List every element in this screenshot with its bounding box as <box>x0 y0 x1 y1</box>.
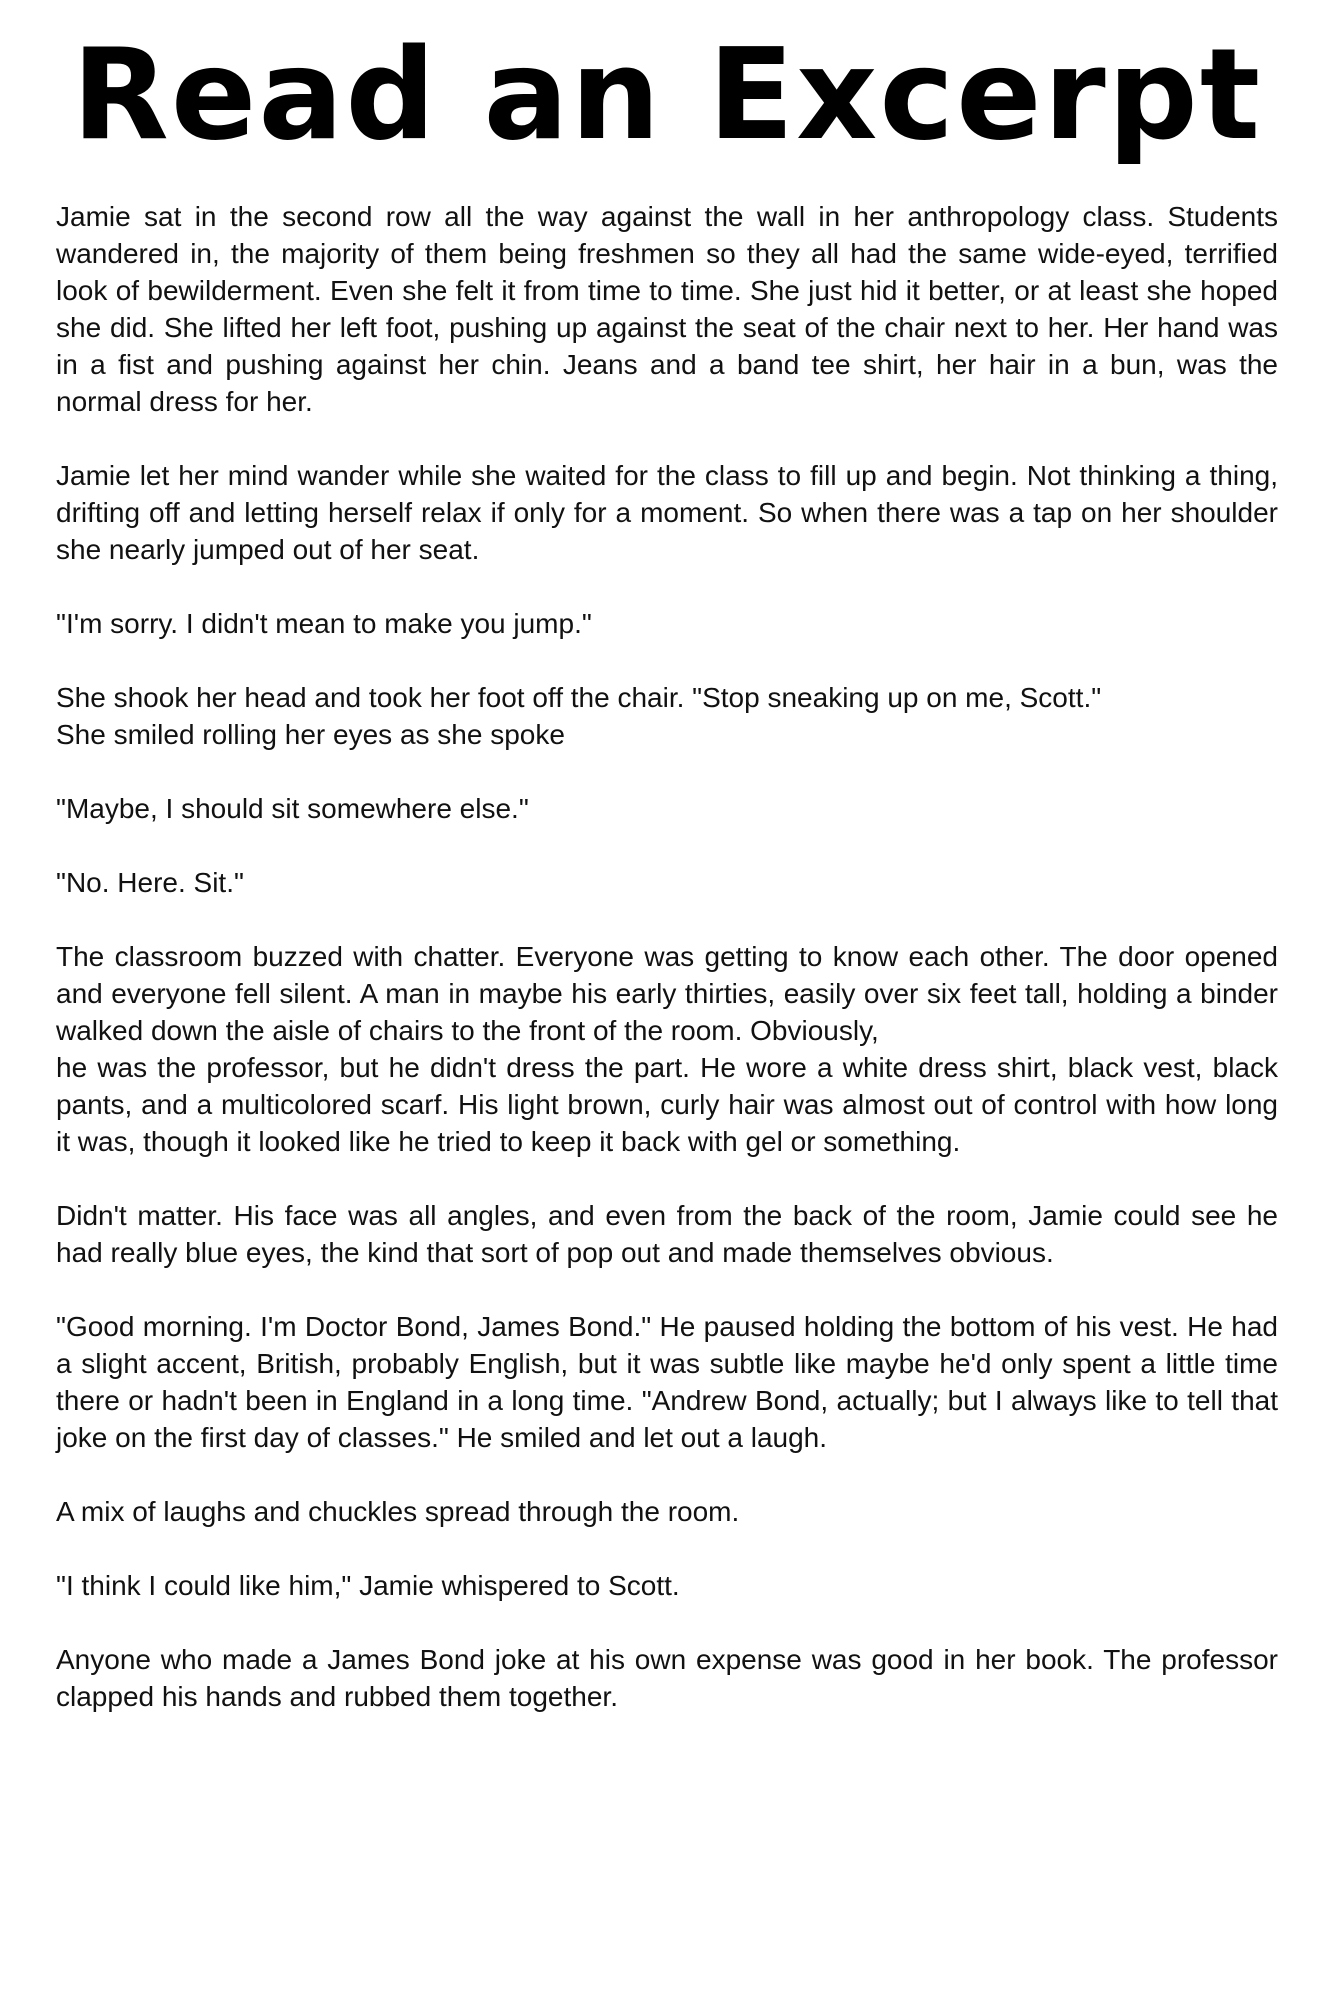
paragraph-10: A mix of laughs and chuckles spread through the room. <box>56 1496 740 1527</box>
paragraph-7: The classroom buzzed with chatter. Everyone was getting to know each other. The door opened and everyone fell silent. A man in maybe his early thirties, easily over six feet tall, holding a binder walked down the aisle of chairs to the front of the room. Obviously, he was the professor, but he didn't dress the part. He wore a white dress shirt, black vest, black pants, and a multicolored scarf. His light brown, curly hair was almost out of control with how long it was, though it looked like he tried to keep it back with gel or something. <box>56 941 1278 1157</box>
paragraph-8: Didn't matter. His face was all angles, and even from the back of the room, Jamie could see he had really blue eyes, the kind that sort of pop out and made themselves obvious. <box>56 1200 1278 1268</box>
paragraph-4: She shook her head and took her foot off the chair. "Stop sneaking up on me, Scott." She smiled rolling her eyes as she spoke <box>56 682 1102 750</box>
paragraph-2: Jamie let her mind wander while she waited for the class to fill up and begin. Not thinking a thing, drifting off and letting herself relax if only for a moment. So when there was a tap on her shoulder she nearly jumped out of her seat. <box>56 460 1278 565</box>
page-title: Read an Excerpt <box>71 21 1263 168</box>
paragraph-1: Jamie sat in the second row all the way against the wall in her anthropology class. Students wandered in, the majority of them being freshmen so they all had the same wide-eyed, terrified look of bewilderment. Even she felt it from time to time. She just hid it better, or at least she hoped she did. She lifted her left foot, pushing up against the seat of the chair next to her. Her hand was in a fist and pushing against her chin. Jeans and a band tee shirt, her hair in a bun, was the normal dress for her. <box>56 201 1278 417</box>
paragraph-11: "I think I could like him," Jamie whispered to Scott. <box>56 1570 680 1601</box>
paragraph-5: "Maybe, I should sit somewhere else." <box>56 793 529 824</box>
paragraph-9: "Good morning. I'm Doctor Bond, James Bond." He paused holding the bottom of his vest. He had a slight accent, British, probably English, but it was subtle like maybe he'd only spent a little time there or hadn't been in England in a long time. "Andrew Bond, actually; but I always like to tell that joke on the first day of classes." He smiled and let out a laugh. <box>56 1311 1278 1453</box>
excerpt-body <box>56 198 1278 1715</box>
paragraph-12: Anyone who made a James Bond joke at his own expense was good in her book. The professor clapped his hands and rubbed them together. <box>56 1644 1278 1712</box>
paragraph-6: "No. Here. Sit." <box>56 867 244 898</box>
paragraph-3: "I'm sorry. I didn't mean to make you jump." <box>56 608 592 639</box>
